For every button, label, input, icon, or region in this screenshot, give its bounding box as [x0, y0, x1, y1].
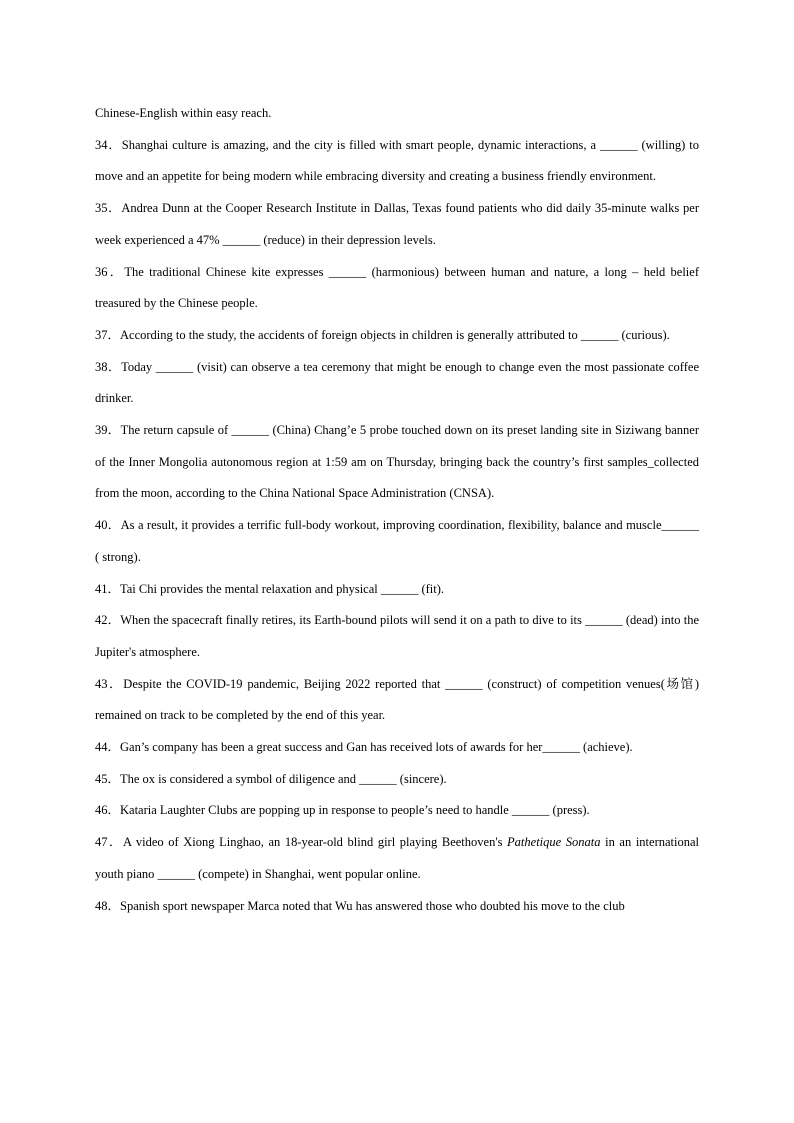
question-38: 38．Today ______ (visit) can observe a tea ceremony that might be enough to change even the most passionate coffee drinker.	[95, 359, 699, 406]
question-48: 48．Spanish sport newspaper Marca noted that Wu has answered those who doubted his move to the club	[95, 898, 625, 913]
question-47	[95, 827, 699, 890]
question-39: 39．The return capsule of ______ (China) Chang’e 5 probe touched down on its preset landing site in Siziwang banner of the Inner Mongolia autonomous region at 1:59 am on Thursday, bringing back the country’s first samples_collected from the moon, according to the China National Space Administration (CNSA).	[95, 423, 699, 501]
question-42: 42．When the spacecraft finally retires, its Earth-bound pilots will send it on a path to dive to its ______ (dead) into the Jupiter's atmosphere.	[95, 613, 699, 659]
question-33-tail: Chinese-English within easy reach.	[95, 106, 272, 120]
question-43: 43．Despite the COVID-19 pandemic, Beijing 2022 reported that ______ (construct) of competition venues(场馆) remained on track to be completed by the end of this year.	[95, 676, 699, 723]
question-44: 44．Gan’s company has been a great success and Gan has received lots of awards for her______ (achieve).	[95, 740, 633, 755]
question-34: 34．Shanghai culture is amazing, and the city is filled with smart people, dynamic interactions, a ______ (willing) to move and an appetite for being modern while embracing diversity and creating a business friendly environment.	[95, 137, 699, 184]
question-35: 35．Andrea Dunn at the Cooper Research Institute in Dallas, Texas found patients who did daily 35-minute walks per week experienced a 47% ______ (reduce) in their depression levels.	[95, 201, 699, 247]
question-47-italic-title: Pathetique Sonata	[507, 835, 601, 850]
question-37: 37．According to the study, the accidents of foreign objects in children is generally attributed to ______ (curious).	[95, 327, 670, 342]
question-47-start: 47．A video of Xiong Linghao, an 18-year-old blind girl playing Beethoven's	[95, 835, 508, 850]
question-41: 41．Tai Chi provides the mental relaxation and physical ______ (fit).	[95, 581, 445, 596]
question-36: 36．The traditional Chinese kite expresses ______ (harmonious) between human and nature, a long – held belief treasured by the Chinese people.	[95, 264, 699, 311]
question-40: 40．As a result, it provides a terrific full-body workout, improving coordination, flexibility, balance and muscle______ ( strong).	[95, 518, 699, 564]
document-page	[95, 98, 699, 922]
question-46: 46．Kataria Laughter Clubs are popping up in response to people’s need to handle ______ (press).	[95, 803, 590, 818]
question-47-end: in an international youth piano ______ (compete) in Shanghai, went popular online.	[95, 835, 699, 881]
question-45: 45．The ox is considered a symbol of diligence and ______ (sincere).	[95, 771, 447, 786]
